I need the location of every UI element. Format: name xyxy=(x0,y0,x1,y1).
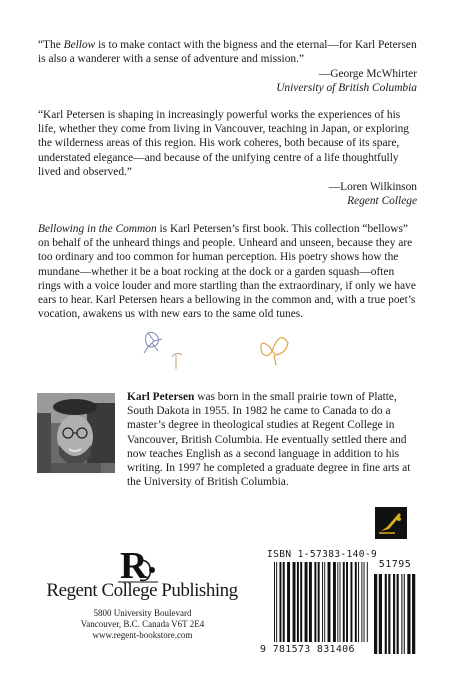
address-line-1: 5800 University Boulevard xyxy=(93,608,192,618)
attribution-mcwhirter xyxy=(276,67,417,95)
isbn-label: ISBN 1-57383-140-9 xyxy=(267,549,378,560)
quote-author: —Loren Wilkinson xyxy=(328,181,417,193)
svg-text:R: R xyxy=(120,545,148,587)
author-bio: Karl Petersen was born in the small prairie town of Platte, South Dakota in 1955. In 1982 he came to Canada to do a master’s degree in theological studies at Regent College in Vancouver, British Columbia. He eventually settled there and now teaches English as a second language in addition to his writing. In 1997 he completed a graduate degree in fine arts at the University of British Columbia. xyxy=(127,391,411,489)
publisher-address xyxy=(70,608,215,641)
writing-hand-icon xyxy=(375,507,407,539)
quote-author: —George McWhirter xyxy=(318,68,417,80)
book-title: Bellowing in the Common xyxy=(38,223,157,235)
book-description: Bellowing in the Common is Karl Petersen’s first book. This collection “bellows” on behalf of the unheard things and people. Unheard and unseen, because they are too ordinary and too common for human perception. His poetry shows how the mundane—whether it be a boat rocking at the dock or a garden squash—often rings with a voice louder and more startling than the extraordinary, if only we have ears to hear. Karl Petersen hears a bellowing in the common and, with a true poet’s vocation, awakens us with new ears to the same old tunes. xyxy=(38,223,416,321)
barcode xyxy=(262,560,424,656)
author-photo xyxy=(37,393,115,473)
ean-digits: 9 781573 831406 xyxy=(260,644,355,655)
attribution-wilkinson xyxy=(329,180,417,208)
publisher-name: Regent College Publishing xyxy=(46,580,238,601)
quote-affiliation: University of British Columbia xyxy=(276,82,417,95)
decorative-sketch xyxy=(130,325,320,375)
blue-flower-sketch xyxy=(144,332,162,353)
quote-mcwhirter: “The Bellow is to make contact with the bigness and the eternal—for Karl Petersen is also a wanderer with a sense of adventure and mission.” xyxy=(38,39,417,66)
ean-barcode-bars xyxy=(274,562,368,642)
author-name: Karl Petersen xyxy=(127,391,195,403)
addon-barcode-bars xyxy=(374,574,415,654)
address-line-2: Vancouver, B.C. Canada V6T 2E4 xyxy=(80,619,205,629)
addon-digits: 51795 xyxy=(378,559,412,570)
quote-wilkinson: “Karl Petersen is shaping in increasingly powerful works the experiences of his life, whether they come from living in Vancouver, teaching in Japan, or exploring the wilderness areas of this region. His work coheres, both because of its spare, understated elegance—and because of the unifying centre of a life thoughtfully lived and observed.” xyxy=(38,109,410,178)
publisher-website[interactable]: www.regent-bookstore.com xyxy=(92,630,193,640)
quote-affiliation: Regent College xyxy=(347,195,417,208)
butterfly-sketch xyxy=(261,338,288,365)
small-stem-sketch xyxy=(172,353,182,369)
